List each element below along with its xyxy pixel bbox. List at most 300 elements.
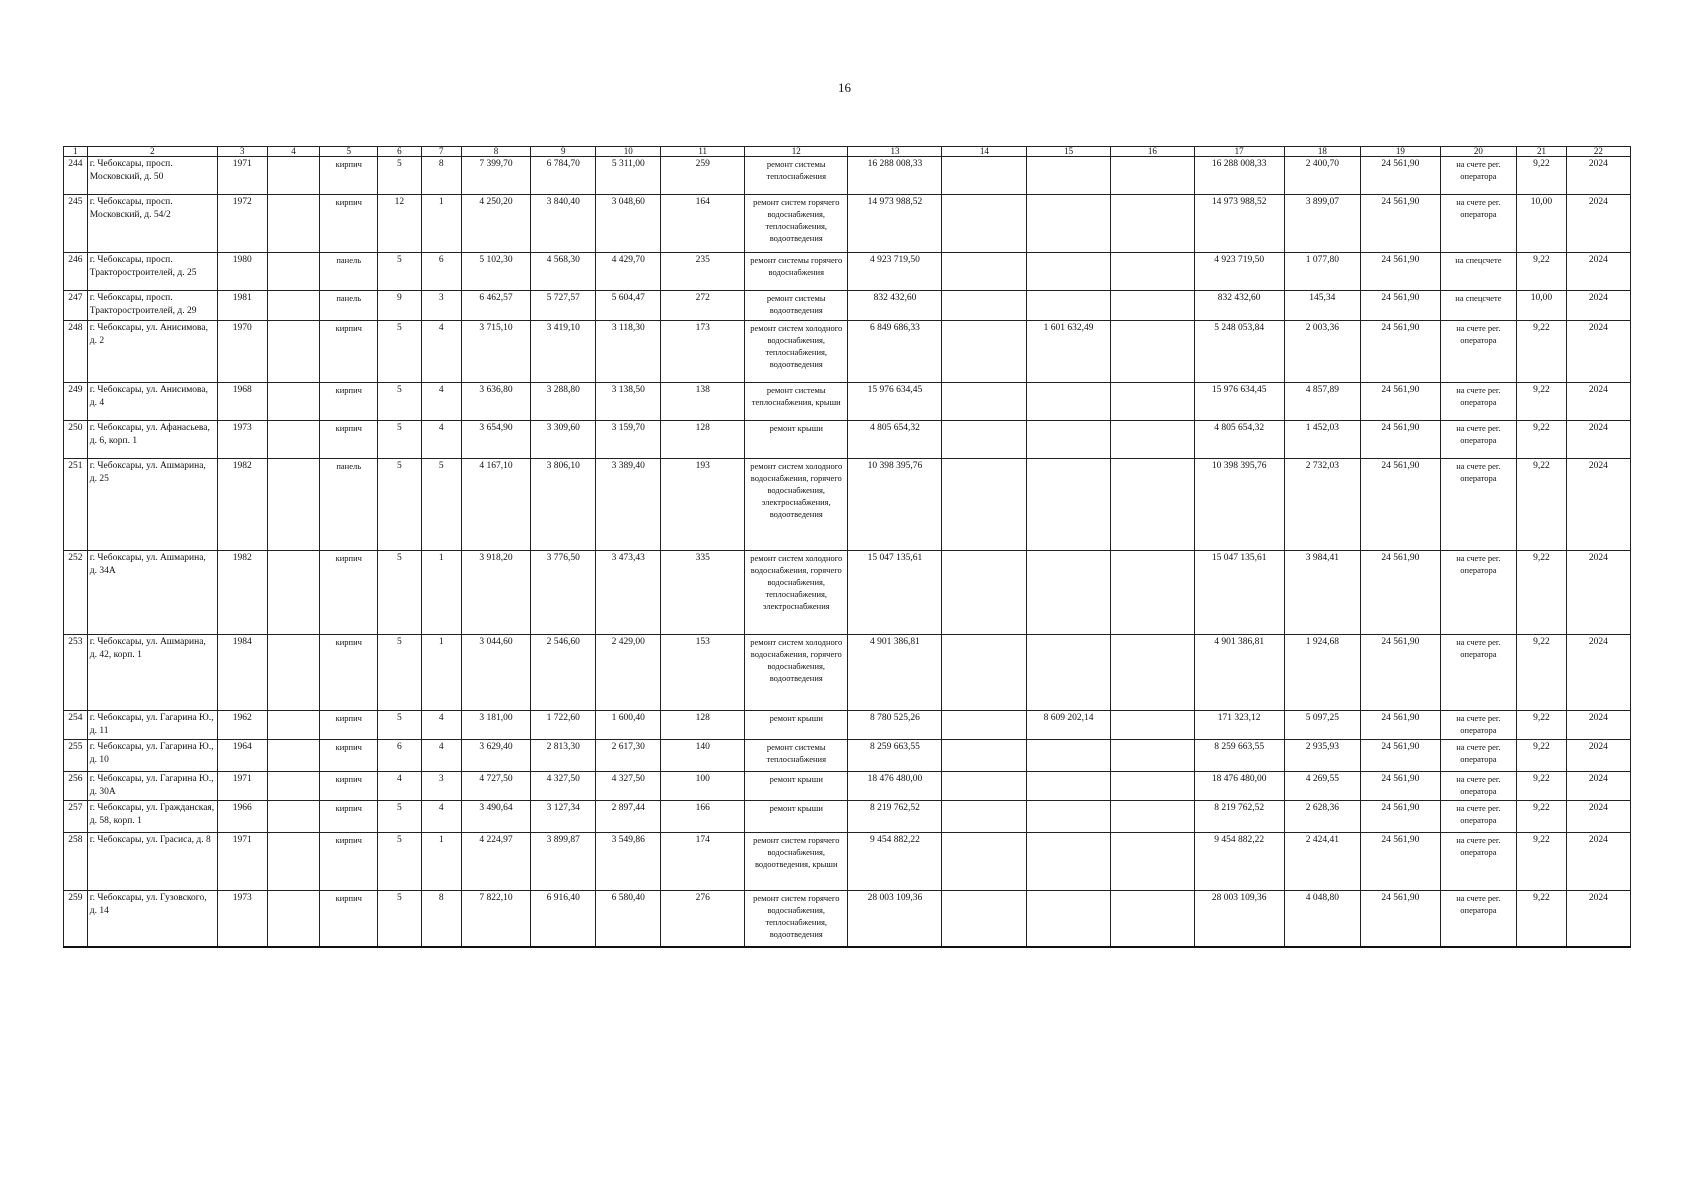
work-type-cell: ремонт систем холодного водоснабжения, горячего водоснабжения, теплоснабжения, электроснабжения [745, 551, 848, 635]
fund-account-cell: на счете рег. оператора [1440, 157, 1516, 195]
total-area-cell: 4 727,50 [461, 772, 530, 801]
column-number-12: 12 [745, 147, 848, 157]
col-4-cell [267, 321, 320, 383]
column-number-15: 15 [1027, 147, 1111, 157]
column-number-18: 18 [1284, 147, 1360, 157]
max-unit-cost-cell: 24 561,90 [1361, 833, 1441, 891]
unit-cost-cell: 1 452,03 [1284, 421, 1360, 459]
fund-account-cell: на счете рег. оператора [1440, 551, 1516, 635]
residents-cell: 174 [661, 833, 745, 891]
fund-account-cell: на счете рег. оператора [1440, 635, 1516, 711]
table-row [64, 833, 1631, 891]
col-14-cell [942, 635, 1027, 711]
col-16-cell [1110, 772, 1194, 801]
col-15-cell [1027, 891, 1111, 947]
floors-cell: 5 [378, 801, 421, 833]
entrances-cell: 4 [421, 711, 461, 740]
residential-area-cell: 3 048,60 [596, 195, 661, 253]
address-cell: г. Чебоксары, ул. Гагарина Ю., д. 10 [87, 740, 217, 772]
unit-cost-cell: 3 984,41 [1284, 551, 1360, 635]
address-cell: г. Чебоксары, ул. Анисимова, д. 4 [87, 383, 217, 421]
row-number-cell: 249 [64, 383, 88, 421]
entrances-cell: 8 [421, 157, 461, 195]
col-21-cell: 9,22 [1517, 740, 1567, 772]
total-area-cell: 4 250,20 [461, 195, 530, 253]
owners-funds-cell: 15 047 135,61 [1194, 551, 1284, 635]
max-unit-cost-cell: 24 561,90 [1361, 801, 1441, 833]
wall-material-cell: кирпич [320, 772, 378, 801]
table-row [64, 740, 1631, 772]
col-16-cell [1110, 321, 1194, 383]
residents-cell: 140 [661, 740, 745, 772]
premises-area-cell: 6 916,40 [531, 891, 596, 947]
wall-material-cell: кирпич [320, 711, 378, 740]
owners-funds-cell: 4 805 654,32 [1194, 421, 1284, 459]
wall-material-cell: кирпич [320, 833, 378, 891]
planned-year-cell: 2024 [1566, 421, 1630, 459]
residents-cell: 173 [661, 321, 745, 383]
total-cost-cell: 4 923 719,50 [848, 253, 942, 291]
wall-material-cell: панель [320, 459, 378, 551]
col-14-cell [942, 195, 1027, 253]
entrances-cell: 6 [421, 253, 461, 291]
floors-cell: 5 [378, 459, 421, 551]
address-cell: г. Чебоксары, ул. Ашмарина, д. 25 [87, 459, 217, 551]
year-built-cell: 1971 [218, 157, 268, 195]
planned-year-cell: 2024 [1566, 801, 1630, 833]
floors-cell: 5 [378, 253, 421, 291]
owners-funds-cell: 8 259 663,55 [1194, 740, 1284, 772]
residential-area-cell: 5 311,00 [596, 157, 661, 195]
total-area-cell: 3 629,40 [461, 740, 530, 772]
table-row [64, 195, 1631, 253]
column-number-5: 5 [320, 147, 378, 157]
col-14-cell [942, 801, 1027, 833]
owners-funds-cell: 171 323,12 [1194, 711, 1284, 740]
year-built-cell: 1970 [218, 321, 268, 383]
year-built-cell: 1971 [218, 833, 268, 891]
residents-cell: 272 [661, 291, 745, 321]
wall-material-cell: панель [320, 291, 378, 321]
unit-cost-cell: 2 003,36 [1284, 321, 1360, 383]
unit-cost-cell: 2 935,93 [1284, 740, 1360, 772]
column-number-9: 9 [531, 147, 596, 157]
total-cost-cell: 8 219 762,52 [848, 801, 942, 833]
year-built-cell: 1982 [218, 551, 268, 635]
address-cell: г. Чебоксары, просп. Тракторостроителей, д. 29 [87, 291, 217, 321]
work-type-cell: ремонт крыши [745, 801, 848, 833]
column-number-13: 13 [848, 147, 942, 157]
col-14-cell [942, 383, 1027, 421]
col-21-cell: 10,00 [1517, 195, 1567, 253]
planned-year-cell: 2024 [1566, 891, 1630, 947]
row-number-cell: 245 [64, 195, 88, 253]
floors-cell: 5 [378, 321, 421, 383]
col-14-cell [942, 551, 1027, 635]
residents-cell: 128 [661, 711, 745, 740]
owners-funds-cell: 16 288 008,33 [1194, 157, 1284, 195]
floors-cell: 5 [378, 551, 421, 635]
column-number-10: 10 [596, 147, 661, 157]
work-type-cell: ремонт системы горячего водоснабжения [745, 253, 848, 291]
total-area-cell: 3 918,20 [461, 551, 530, 635]
col-15-cell [1027, 253, 1111, 291]
col-21-cell: 9,22 [1517, 253, 1567, 291]
fund-account-cell: на счете рег. оператора [1440, 801, 1516, 833]
total-area-cell: 7 822,10 [461, 891, 530, 947]
total-area-cell: 7 399,70 [461, 157, 530, 195]
planned-year-cell: 2024 [1566, 459, 1630, 551]
total-area-cell: 3 044,60 [461, 635, 530, 711]
col-4-cell [267, 772, 320, 801]
owners-funds-cell: 15 976 634,45 [1194, 383, 1284, 421]
total-cost-cell: 16 288 008,33 [848, 157, 942, 195]
row-number-cell: 251 [64, 459, 88, 551]
total-cost-cell: 15 976 634,45 [848, 383, 942, 421]
column-number-1: 1 [64, 147, 88, 157]
table-body [64, 157, 1631, 947]
col-14-cell [942, 711, 1027, 740]
fund-account-cell: на счете рег. оператора [1440, 833, 1516, 891]
row-number-cell: 250 [64, 421, 88, 459]
fund-account-cell: на счете рег. оператора [1440, 459, 1516, 551]
column-number-row [64, 147, 1631, 157]
work-type-cell: ремонт крыши [745, 772, 848, 801]
year-built-cell: 1973 [218, 891, 268, 947]
floors-cell: 6 [378, 740, 421, 772]
work-type-cell: ремонт систем холодного водоснабжения, горячего водоснабжения, электроснабжения, водоотведения [745, 459, 848, 551]
total-cost-cell: 4 901 386,81 [848, 635, 942, 711]
total-area-cell: 3 715,10 [461, 321, 530, 383]
entrances-cell: 4 [421, 740, 461, 772]
row-number-cell: 244 [64, 157, 88, 195]
max-unit-cost-cell: 24 561,90 [1361, 421, 1441, 459]
max-unit-cost-cell: 24 561,90 [1361, 459, 1441, 551]
floors-cell: 12 [378, 195, 421, 253]
residential-area-cell: 3 389,40 [596, 459, 661, 551]
table-row [64, 459, 1631, 551]
col-4-cell [267, 801, 320, 833]
premises-area-cell: 3 899,87 [531, 833, 596, 891]
premises-area-cell: 4 568,30 [531, 253, 596, 291]
table-row [64, 801, 1631, 833]
residents-cell: 100 [661, 772, 745, 801]
col-14-cell [942, 253, 1027, 291]
col-16-cell [1110, 551, 1194, 635]
owners-funds-cell: 832 432,60 [1194, 291, 1284, 321]
col-16-cell [1110, 635, 1194, 711]
column-number-20: 20 [1440, 147, 1516, 157]
col-15-cell [1027, 459, 1111, 551]
col-16-cell [1110, 157, 1194, 195]
residents-cell: 164 [661, 195, 745, 253]
premises-area-cell: 3 840,40 [531, 195, 596, 253]
max-unit-cost-cell: 24 561,90 [1361, 891, 1441, 947]
planned-year-cell: 2024 [1566, 833, 1630, 891]
premises-area-cell: 3 806,10 [531, 459, 596, 551]
year-built-cell: 1973 [218, 421, 268, 459]
total-cost-cell: 9 454 882,22 [848, 833, 942, 891]
row-number-cell: 254 [64, 711, 88, 740]
fund-account-cell: на спецсчете [1440, 253, 1516, 291]
residents-cell: 166 [661, 801, 745, 833]
col-15-cell [1027, 772, 1111, 801]
column-number-22: 22 [1566, 147, 1630, 157]
work-type-cell: ремонт системы теплоснабжения [745, 157, 848, 195]
col-14-cell [942, 740, 1027, 772]
col-4-cell [267, 421, 320, 459]
premises-area-cell: 3 127,34 [531, 801, 596, 833]
owners-funds-cell: 4 923 719,50 [1194, 253, 1284, 291]
fund-account-cell: на счете рег. оператора [1440, 711, 1516, 740]
row-number-cell: 247 [64, 291, 88, 321]
col-14-cell [942, 891, 1027, 947]
col-14-cell [942, 459, 1027, 551]
fund-account-cell: на счете рег. оператора [1440, 195, 1516, 253]
col-16-cell [1110, 253, 1194, 291]
col-15-cell [1027, 833, 1111, 891]
table-row [64, 157, 1631, 195]
planned-year-cell: 2024 [1566, 740, 1630, 772]
total-cost-cell: 8 259 663,55 [848, 740, 942, 772]
residential-area-cell: 4 327,50 [596, 772, 661, 801]
col-21-cell: 9,22 [1517, 551, 1567, 635]
col-14-cell [942, 833, 1027, 891]
wall-material-cell: кирпич [320, 801, 378, 833]
address-cell: г. Чебоксары, ул. Анисимова, д. 2 [87, 321, 217, 383]
max-unit-cost-cell: 24 561,90 [1361, 383, 1441, 421]
unit-cost-cell: 2 628,36 [1284, 801, 1360, 833]
owners-funds-cell: 14 973 988,52 [1194, 195, 1284, 253]
row-number-cell: 256 [64, 772, 88, 801]
col-14-cell [942, 157, 1027, 195]
unit-cost-cell: 3 899,07 [1284, 195, 1360, 253]
year-built-cell: 1966 [218, 801, 268, 833]
total-cost-cell: 18 476 480,00 [848, 772, 942, 801]
premises-area-cell: 3 419,10 [531, 321, 596, 383]
col-16-cell [1110, 711, 1194, 740]
col-21-cell: 9,22 [1517, 891, 1567, 947]
entrances-cell: 4 [421, 383, 461, 421]
col-15-cell [1027, 551, 1111, 635]
col-14-cell [942, 291, 1027, 321]
address-cell: г. Чебоксары, ул. Ашмарина, д. 34А [87, 551, 217, 635]
column-number-21: 21 [1517, 147, 1567, 157]
work-type-cell: ремонт систем холодного водоснабжения, теплоснабжения, водоотведения [745, 321, 848, 383]
owners-funds-cell: 9 454 882,22 [1194, 833, 1284, 891]
residential-area-cell: 3 473,43 [596, 551, 661, 635]
owners-funds-cell: 8 219 762,52 [1194, 801, 1284, 833]
column-number-6: 6 [378, 147, 421, 157]
col-21-cell: 10,00 [1517, 291, 1567, 321]
floors-cell: 5 [378, 383, 421, 421]
year-built-cell: 1962 [218, 711, 268, 740]
total-cost-cell: 6 849 686,33 [848, 321, 942, 383]
max-unit-cost-cell: 24 561,90 [1361, 635, 1441, 711]
column-number-4: 4 [267, 147, 320, 157]
total-cost-cell: 4 805 654,32 [848, 421, 942, 459]
total-cost-cell: 28 003 109,36 [848, 891, 942, 947]
col-4-cell [267, 635, 320, 711]
planned-year-cell: 2024 [1566, 291, 1630, 321]
wall-material-cell: кирпич [320, 635, 378, 711]
fund-account-cell: на счете рег. оператора [1440, 772, 1516, 801]
residents-cell: 138 [661, 383, 745, 421]
address-cell: г. Чебоксары, ул. Грасиса, д. 8 [87, 833, 217, 891]
planned-year-cell: 2024 [1566, 551, 1630, 635]
max-unit-cost-cell: 24 561,90 [1361, 321, 1441, 383]
residential-area-cell: 4 429,70 [596, 253, 661, 291]
total-cost-cell: 15 047 135,61 [848, 551, 942, 635]
table-row [64, 711, 1631, 740]
col-15-cell [1027, 421, 1111, 459]
floors-cell: 9 [378, 291, 421, 321]
table-row [64, 772, 1631, 801]
entrances-cell: 1 [421, 833, 461, 891]
year-built-cell: 1984 [218, 635, 268, 711]
wall-material-cell: кирпич [320, 383, 378, 421]
entrances-cell: 3 [421, 772, 461, 801]
unit-cost-cell: 2 424,41 [1284, 833, 1360, 891]
residential-area-cell: 3 138,50 [596, 383, 661, 421]
col-4-cell [267, 195, 320, 253]
wall-material-cell: кирпич [320, 551, 378, 635]
owners-funds-cell: 10 398 395,76 [1194, 459, 1284, 551]
work-type-cell: ремонт крыши [745, 421, 848, 459]
fund-account-cell: на счете рег. оператора [1440, 740, 1516, 772]
col-16-cell [1110, 740, 1194, 772]
col-4-cell [267, 551, 320, 635]
total-area-cell: 3 181,00 [461, 711, 530, 740]
col-21-cell: 9,22 [1517, 833, 1567, 891]
residents-cell: 153 [661, 635, 745, 711]
owners-funds-cell: 18 476 480,00 [1194, 772, 1284, 801]
work-type-cell: ремонт крыши [745, 711, 848, 740]
premises-area-cell: 5 727,57 [531, 291, 596, 321]
year-built-cell: 1981 [218, 291, 268, 321]
wall-material-cell: кирпич [320, 891, 378, 947]
unit-cost-cell: 4 857,89 [1284, 383, 1360, 421]
col-4-cell [267, 291, 320, 321]
col-15-cell [1027, 740, 1111, 772]
residential-area-cell: 2 617,30 [596, 740, 661, 772]
col-4-cell [267, 253, 320, 291]
total-cost-cell: 14 973 988,52 [848, 195, 942, 253]
address-cell: г. Чебоксары, просп. Московский, д. 50 [87, 157, 217, 195]
col-4-cell [267, 157, 320, 195]
repair-register-table [63, 146, 1631, 948]
col-16-cell [1110, 891, 1194, 947]
work-type-cell: ремонт систем горячего водоснабжения, водоотведения, крыши [745, 833, 848, 891]
row-number-cell: 253 [64, 635, 88, 711]
unit-cost-cell: 4 269,55 [1284, 772, 1360, 801]
planned-year-cell: 2024 [1566, 321, 1630, 383]
table-row [64, 253, 1631, 291]
col-16-cell [1110, 459, 1194, 551]
col-4-cell [267, 459, 320, 551]
residential-area-cell: 3 159,70 [596, 421, 661, 459]
residential-area-cell: 2 429,00 [596, 635, 661, 711]
address-cell: г. Чебоксары, просп. Тракторостроителей, д. 25 [87, 253, 217, 291]
floors-cell: 5 [378, 711, 421, 740]
unit-cost-cell: 2 400,70 [1284, 157, 1360, 195]
entrances-cell: 1 [421, 551, 461, 635]
planned-year-cell: 2024 [1566, 253, 1630, 291]
table-row [64, 551, 1631, 635]
max-unit-cost-cell: 24 561,90 [1361, 772, 1441, 801]
wall-material-cell: панель [320, 253, 378, 291]
year-built-cell: 1971 [218, 772, 268, 801]
owners-funds-cell: 28 003 109,36 [1194, 891, 1284, 947]
total-cost-cell: 832 432,60 [848, 291, 942, 321]
col-21-cell: 9,22 [1517, 157, 1567, 195]
unit-cost-cell: 145,34 [1284, 291, 1360, 321]
owners-funds-cell: 5 248 053,84 [1194, 321, 1284, 383]
address-cell: г. Чебоксары, ул. Ашмарина, д. 42, корп. 1 [87, 635, 217, 711]
total-area-cell: 3 654,90 [461, 421, 530, 459]
unit-cost-cell: 4 048,80 [1284, 891, 1360, 947]
address-cell: г. Чебоксары, ул. Гражданская, д. 58, корп. 1 [87, 801, 217, 833]
total-area-cell: 4 224,97 [461, 833, 530, 891]
max-unit-cost-cell: 24 561,90 [1361, 157, 1441, 195]
floors-cell: 5 [378, 891, 421, 947]
premises-area-cell: 2 546,60 [531, 635, 596, 711]
max-unit-cost-cell: 24 561,90 [1361, 291, 1441, 321]
col-15-cell [1027, 635, 1111, 711]
column-number-16: 16 [1110, 147, 1194, 157]
wall-material-cell: кирпич [320, 195, 378, 253]
wall-material-cell: кирпич [320, 157, 378, 195]
total-cost-cell: 10 398 395,76 [848, 459, 942, 551]
column-number-11: 11 [661, 147, 745, 157]
entrances-cell: 4 [421, 321, 461, 383]
residential-area-cell: 6 580,40 [596, 891, 661, 947]
row-number-cell: 259 [64, 891, 88, 947]
fund-account-cell: на счете рег. оператора [1440, 321, 1516, 383]
table-row [64, 291, 1631, 321]
col-16-cell [1110, 421, 1194, 459]
col-16-cell [1110, 291, 1194, 321]
address-cell: г. Чебоксары, ул. Гагарина Ю., д. 11 [87, 711, 217, 740]
row-number-cell: 255 [64, 740, 88, 772]
work-type-cell: ремонт систем горячего водоснабжения, теплоснабжения, водоотведения [745, 891, 848, 947]
floors-cell: 5 [378, 635, 421, 711]
max-unit-cost-cell: 24 561,90 [1361, 195, 1441, 253]
page-number: 16 [838, 80, 851, 95]
work-type-cell: ремонт систем горячего водоснабжения, теплоснабжения, водоотведения [745, 195, 848, 253]
planned-year-cell: 2024 [1566, 157, 1630, 195]
fund-account-cell: на спецсчете [1440, 291, 1516, 321]
residential-area-cell: 1 600,40 [596, 711, 661, 740]
column-number-19: 19 [1361, 147, 1441, 157]
col-21-cell: 9,22 [1517, 421, 1567, 459]
work-type-cell: ремонт системы водоотведения [745, 291, 848, 321]
col-15-cell [1027, 195, 1111, 253]
address-cell: г. Чебоксары, ул. Афанасьева, д. 6, корп. 1 [87, 421, 217, 459]
entrances-cell: 5 [421, 459, 461, 551]
floors-cell: 5 [378, 157, 421, 195]
total-area-cell: 3 490,64 [461, 801, 530, 833]
premises-area-cell: 1 722,60 [531, 711, 596, 740]
col-16-cell [1110, 833, 1194, 891]
table-row [64, 321, 1631, 383]
year-built-cell: 1968 [218, 383, 268, 421]
premises-area-cell: 6 784,70 [531, 157, 596, 195]
entrances-cell: 8 [421, 891, 461, 947]
table-row [64, 421, 1631, 459]
premises-area-cell: 2 813,30 [531, 740, 596, 772]
work-type-cell: ремонт системы теплоснабжения, крыши [745, 383, 848, 421]
